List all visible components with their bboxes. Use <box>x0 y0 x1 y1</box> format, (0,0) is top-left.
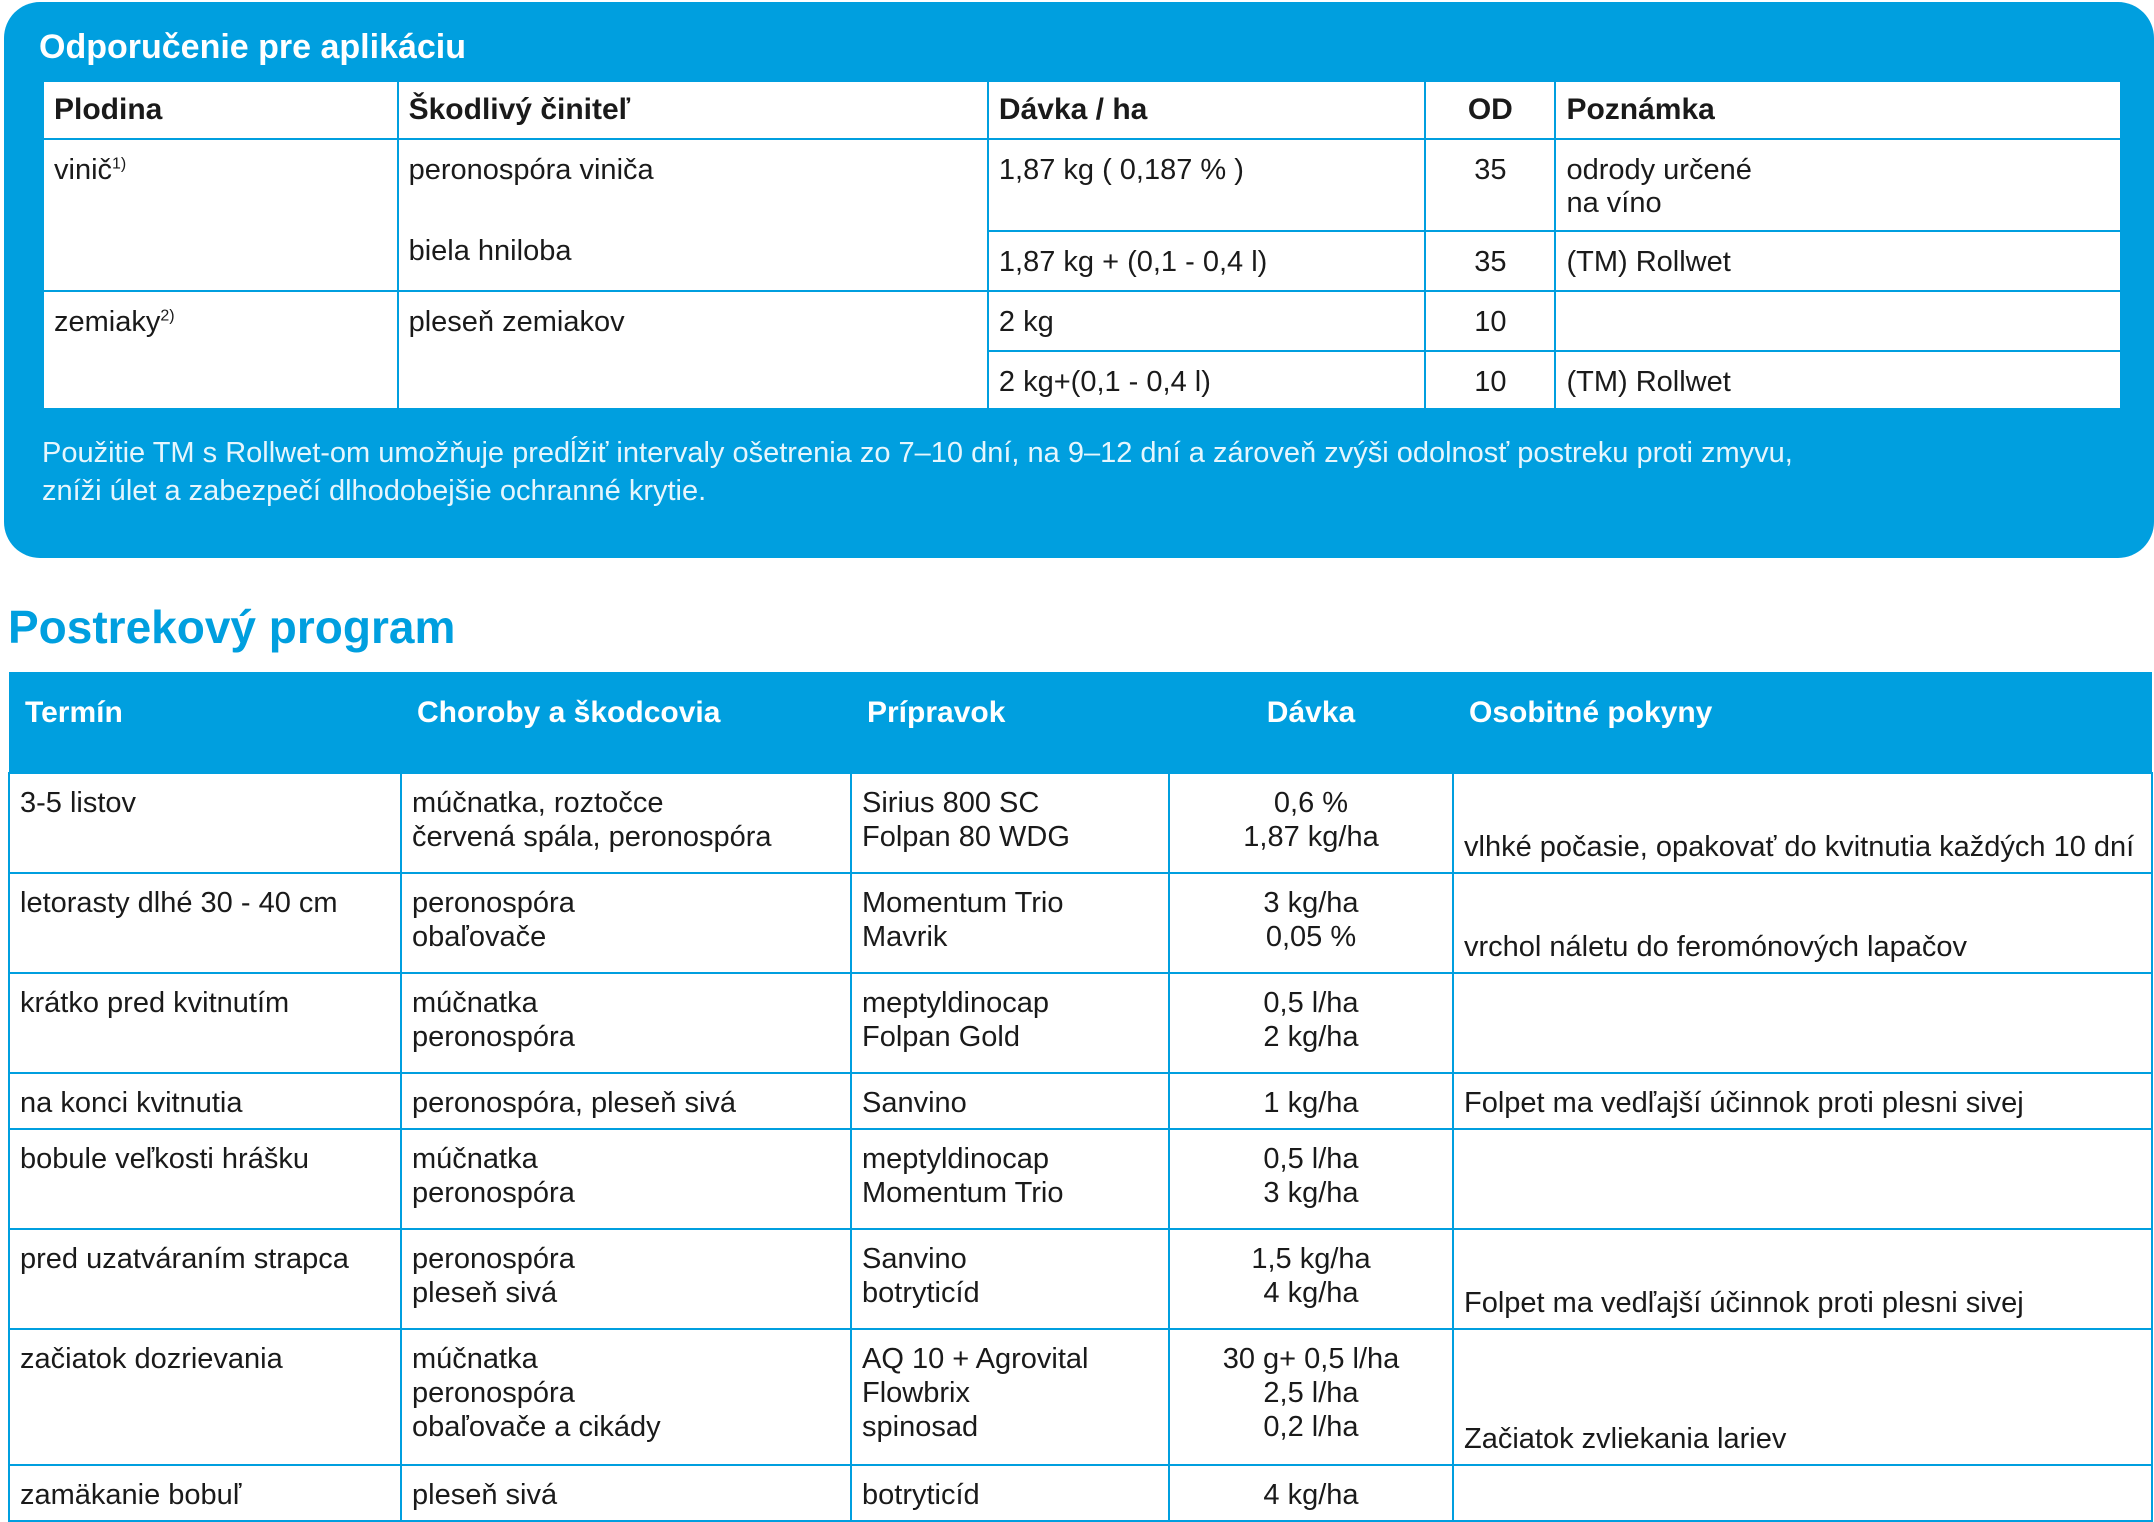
pests-cell <box>401 973 851 1073</box>
note-cell: (TM) Rollwet <box>1555 351 2121 409</box>
table-row <box>43 139 2121 231</box>
product-cell-line: botryticíd <box>862 1277 980 1309</box>
term-cell: zamäkanie bobuľ <box>9 1465 401 1521</box>
pests-cell-line: peronospóra <box>412 1177 575 1209</box>
product-cell-line: Sanvino <box>862 1087 967 1119</box>
product-cell-line: spinosad <box>862 1411 979 1443</box>
dose-cell-line: 2 kg/ha <box>1263 1021 1359 1053</box>
pests-cell-line: múčnatka <box>412 1343 538 1375</box>
product-cell-line: botryticíd <box>862 1479 980 1511</box>
dose-cell-line: 3 kg/ha <box>1263 1177 1359 1209</box>
dose-cell <box>1169 773 1453 873</box>
note-text: odrody určené <box>1566 154 1752 186</box>
dose-cell-line: 0,05 % <box>1265 921 1357 953</box>
table-row <box>43 291 2121 351</box>
term-cell: 3-5 listov <box>9 773 401 873</box>
dose-cell-line: 0,6 % <box>1273 787 1349 819</box>
dose-cell-line: 2,5 l/ha <box>1263 1377 1359 1409</box>
dose-cell: 2 kg <box>988 291 1425 351</box>
pest-cell <box>398 139 988 291</box>
header-term: Termín <box>9 672 401 773</box>
od-cell: 10 <box>1425 351 1555 409</box>
header-note: Poznámka <box>1555 81 2121 139</box>
crop-cell <box>43 291 398 409</box>
pests-cell-line: pleseň sivá <box>412 1277 558 1309</box>
instructions-cell: Folpet ma vedľajší účinnok proti plesni sivej <box>1453 1229 2152 1329</box>
table-row <box>9 873 2152 973</box>
program-rows <box>9 773 2152 1521</box>
note-cell <box>1555 139 2121 231</box>
pest-name: peronospóra viniča <box>408 154 654 186</box>
pests-cell <box>401 773 851 873</box>
instructions-cell: Začiatok zvliekania lariev <box>1453 1329 2152 1465</box>
table-header-row <box>43 81 2121 139</box>
product-cell <box>851 1073 1169 1129</box>
od-cell: 10 <box>1425 291 1555 351</box>
table-row <box>9 773 2152 873</box>
pests-cell-line: peronospóra <box>412 1021 575 1053</box>
dose-cell <box>1169 1465 1453 1521</box>
table-row <box>9 1329 2152 1465</box>
recommendation-note <box>42 434 2092 510</box>
footnote-marker: 2) <box>160 307 175 325</box>
header-product: Prípravok <box>851 672 1169 773</box>
instructions-cell <box>1453 973 2152 1073</box>
pests-cell-line: peronospóra <box>412 1243 575 1275</box>
crop-cell <box>43 139 398 291</box>
pests-cell-line: obaľovače a cikády <box>412 1411 661 1443</box>
product-cell-line: meptyldinocap <box>862 987 1049 1019</box>
product-cell-line: Sirius 800 SC <box>862 787 1040 819</box>
product-cell-line: AQ 10 + Agrovital <box>862 1343 1089 1375</box>
pests-cell-line: červená spála, peronospóra <box>412 821 772 853</box>
header-pest: Škodlivý činiteľ <box>398 81 988 139</box>
instructions-cell: vrchol náletu do feromónových lapačov <box>1453 873 2152 973</box>
product-cell-line: Folpan 80 WDG <box>862 821 1070 853</box>
od-cell: 35 <box>1425 139 1555 231</box>
pests-cell-line: pleseň sivá <box>412 1479 558 1511</box>
pests-cell-line: peronospóra <box>412 887 575 919</box>
term-cell: krátko pred kvitnutím <box>9 973 401 1073</box>
table-header-row <box>9 672 2152 773</box>
pests-cell-line: múčnatka <box>412 987 538 1019</box>
note-line: zníži úlet a zabezpečí dlhodobejšie ochranné krytie. <box>42 475 707 507</box>
dose-cell-line: 4 kg/ha <box>1263 1277 1359 1309</box>
header-dose: Dávka / ha <box>988 81 1425 139</box>
dose-cell-line: 0,5 l/ha <box>1263 987 1359 1019</box>
product-cell-line: meptyldinocap <box>862 1143 1049 1175</box>
dose-cell-line: 1 kg/ha <box>1263 1087 1359 1119</box>
dose-cell <box>1169 973 1453 1073</box>
term-cell: letorasty dlhé 30 - 40 cm <box>9 873 401 973</box>
note-text: na víno <box>1566 187 1662 219</box>
term-cell: na konci kvitnutia <box>9 1073 401 1129</box>
dose-cell-line: 1,5 kg/ha <box>1251 1243 1371 1275</box>
pests-cell-line: múčnatka, roztočce <box>412 787 664 819</box>
pests-cell-line: obaľovače <box>412 921 547 953</box>
product-cell-line: Folpan Gold <box>862 1021 1020 1053</box>
pests-cell <box>401 1129 851 1229</box>
dose-cell <box>1169 1129 1453 1229</box>
product-cell-line: Sanvino <box>862 1243 967 1275</box>
pest-cell: pleseň zemiakov <box>398 291 988 409</box>
term-cell: bobule veľkosti hrášku <box>9 1129 401 1229</box>
dose-cell <box>1169 1073 1453 1129</box>
dose-cell <box>1169 1329 1453 1465</box>
crop-name: vinič <box>54 154 113 186</box>
pests-cell-line: peronospóra <box>412 1377 575 1409</box>
dose-cell: 1,87 kg + (0,1 - 0,4 l) <box>988 231 1425 291</box>
footnote-marker: 1) <box>112 155 127 173</box>
dose-cell: 1,87 kg ( 0,187 % ) <box>988 139 1425 231</box>
recommendation-panel <box>4 2 2154 558</box>
note-cell <box>1555 291 2121 351</box>
header-pests: Choroby a škodcovia <box>401 672 851 773</box>
dose-cell-line: 3 kg/ha <box>1263 887 1359 919</box>
product-cell <box>851 873 1169 973</box>
product-cell <box>851 773 1169 873</box>
crop-name: zemiaky <box>54 306 161 338</box>
note-line: Použitie TM s Rollwet-om umožňuje predĺžiť intervaly ošetrenia zo 7–10 dní, na 9–12 dní a zároveň zvýši odolnosť postreku proti zmyvu, <box>42 437 1793 469</box>
pest-name: biela hniloba <box>408 235 572 267</box>
table-row <box>9 1229 2152 1329</box>
product-cell-line: Mavrik <box>862 921 948 953</box>
pests-cell <box>401 1073 851 1129</box>
program-title: Postrekový program <box>8 601 456 653</box>
od-cell: 35 <box>1425 231 1555 291</box>
product-cell-line: Momentum Trio <box>862 887 1064 919</box>
header-od: OD <box>1425 81 1555 139</box>
product-cell-line: Flowbrix <box>862 1377 970 1409</box>
note-cell: (TM) Rollwet <box>1555 231 2121 291</box>
pests-cell <box>401 1329 851 1465</box>
dose-cell-line: 1,87 kg/ha <box>1243 821 1379 853</box>
product-cell <box>851 1129 1169 1229</box>
table-row <box>9 1129 2152 1229</box>
header-crop: Plodina <box>43 81 398 139</box>
dose-cell-line: 30 g+ 0,5 l/ha <box>1222 1343 1400 1375</box>
pests-cell <box>401 1465 851 1521</box>
product-cell <box>851 1229 1169 1329</box>
product-cell-line: Momentum Trio <box>862 1177 1064 1209</box>
dose-cell-line: 0,5 l/ha <box>1263 1143 1359 1175</box>
pests-cell <box>401 873 851 973</box>
pests-cell-line: múčnatka <box>412 1143 538 1175</box>
instructions-cell <box>1453 1129 2152 1229</box>
table-row <box>9 973 2152 1073</box>
dose-cell-line: 4 kg/ha <box>1263 1479 1359 1511</box>
header-instructions: Osobitné pokyny <box>1453 672 2152 773</box>
product-cell <box>851 1465 1169 1521</box>
dose-cell: 2 kg+(0,1 - 0,4 l) <box>988 351 1425 409</box>
product-cell <box>851 973 1169 1073</box>
term-cell: pred uzatváraním strapca <box>9 1229 401 1329</box>
dose-cell-line: 0,2 l/ha <box>1263 1411 1359 1443</box>
dose-cell <box>1169 873 1453 973</box>
recommendation-title: Odporučenie pre aplikáciu <box>39 28 467 66</box>
recommendation-table <box>42 80 2122 410</box>
table-row <box>9 1465 2152 1521</box>
product-cell <box>851 1329 1169 1465</box>
instructions-cell <box>1453 1465 2152 1521</box>
header-dose: Dávka <box>1169 672 1453 773</box>
table-row <box>9 1073 2152 1129</box>
term-cell: začiatok dozrievania <box>9 1329 401 1465</box>
dose-cell <box>1169 1229 1453 1329</box>
pests-cell <box>401 1229 851 1329</box>
instructions-cell: vlhké počasie, opakovať do kvitnutia každých 10 dní <box>1453 773 2152 873</box>
pests-cell-line: peronospóra, pleseň sivá <box>412 1087 737 1119</box>
instructions-cell: Folpet ma vedľajší účinnok proti plesni sivej <box>1453 1073 2152 1129</box>
spray-program-table <box>8 672 2153 1522</box>
